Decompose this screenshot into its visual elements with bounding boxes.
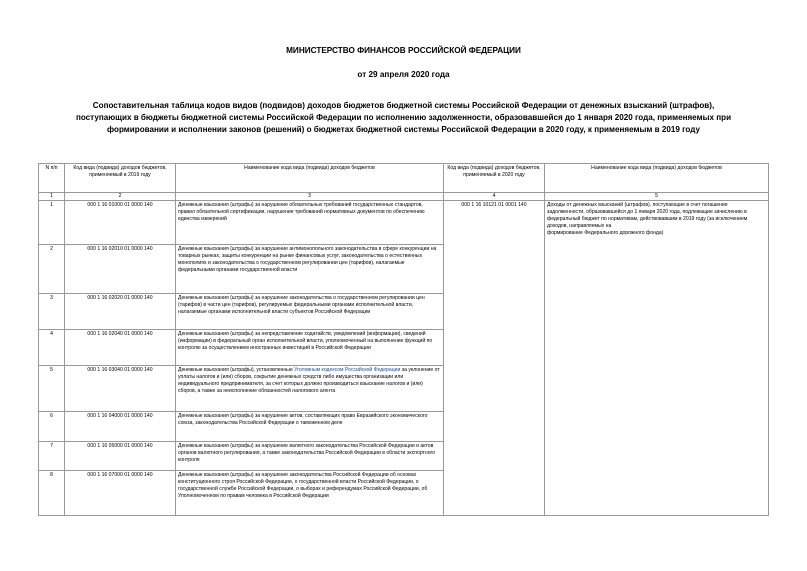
code-2019-cell: 000 1 16 03040 01 0000 140 [65, 366, 176, 412]
row-number: 7 [39, 442, 65, 471]
name-text: Денежные взыскания (штрафы), установленные [178, 367, 295, 373]
title-line: формировании и исполнении законов (решений) о бюджетах бюджетной системы Российской Федерации в 2020 году, к применяемым в 2019 году [107, 125, 700, 134]
name-2019-cell: Денежные взыскания (штрафы) за непредставление ходатайств, уведомлений (информации), сведений (информации) в федеральный орган исполнительной власти, уполномоченный на выполнение функций по контролю за осуществлением иностранных инвестиций в Российской Федерации [176, 330, 444, 366]
name-2019-cell: Денежные взыскания (штрафы) за нарушение обязательных требований государственных стандартов, правил обязательной сертификации, нарушение требований нормативных документов по обеспечению единства измерений [176, 201, 444, 245]
code-2019-cell: 000 1 16 02040 01 0000 140 [65, 330, 176, 366]
title-line: поступающих в бюджеты бюджетной системы Российской Федерации по исполнению задолженности, образовавшейся до 1 января 2020 года, применяемых при [75, 113, 732, 122]
code-2019-cell: 000 1 16 02010 01 0000 140 [65, 245, 176, 294]
name-2019-cell: Денежные взыскания (штрафы) за нарушение законодательства Российской Федерации об основах конституционного строя Российской Федерации, о государственной власти Российской Федерации, о государственной службе Российской Федерации, о выборах и референдумах Российской Федерации, об Уполномоченном по правам человека в Российской Федерации [176, 471, 444, 516]
code-2020-cell: 000 1 16 10121 01 0001 140 [444, 201, 545, 516]
column-number: 4 [444, 193, 545, 201]
column-header-number: N п/п [39, 164, 65, 193]
column-header-code-2019: Код вида (подвида) доходов бюджетов, применяемый в 2019 году [65, 164, 176, 193]
row-number: 4 [39, 330, 65, 366]
name-2019-cell: Денежные взыскания (штрафы) за нарушение антимонопольного законодательства в сфере конкуренции на товарных рынках, защиты конкуренции на рынке финансовых услуг, законодательства о естественных монополиях и законодательства о государственном регулировании цен (тарифов), налагаемые федеральными органами государственной власти [176, 245, 444, 294]
title-line: Сопоставительная таблица кодов видов (подвидов) доходов бюджетов бюджетной системы Российской Федерации от денежных взысканий (штрафов), [92, 101, 715, 110]
row-number: 1 [39, 201, 65, 245]
row-number: 8 [39, 471, 65, 516]
criminal-code-link[interactable]: Уголовным кодексом Российской Федерации [294, 367, 401, 373]
code-2019-cell: 000 1 16 07000 01 0000 140 [65, 471, 176, 516]
name-2019-cell [176, 366, 444, 412]
name-2020-text: Доходы от денежных взысканий (штрафов), поступающие в счет погашения задолженности, образовавшейся до 1 января 2020 года, подлежащие зачислению в федеральный бюджет по нормативам, действовавшим в 2019 году (за исключением доходов, направляемых на [547, 202, 748, 229]
name-text: за уклонение от уплаты налогов и (или) сборов, сокрытие денежных средств либо имущества организации или индивидуального предпринимателя, за счет которых должно производиться взыскание налогов и (или) сборов, а также за неисполнение обязанностей налогового агента [178, 367, 440, 394]
column-header-name-2019: Наименование кода вида (подвида) доходов бюджетов [176, 164, 444, 193]
column-number: 1 [39, 193, 65, 201]
name-2019-cell: Денежные взыскания (штрафы) за нарушение актов, составляющих право Евразийского экономического союза, законодательства Российской Федерации о таможенном деле [176, 412, 444, 442]
ministry-heading: МИНИСТЕРСТВО ФИНАНСОВ РОССИЙСКОЙ ФЕДЕРАЦИИ [286, 46, 521, 55]
comparison-table [38, 163, 769, 516]
name-2019-cell: Денежные взыскания (штрафы) за нарушение валютного законодательства Российской Федерации и актов органов валютного регулирования, а также законодательства Российской Федерации в области экспортного контроля [176, 442, 444, 471]
row-number: 5 [39, 366, 65, 412]
document-date: от 29 апреля 2020 года [357, 70, 450, 79]
code-2019-cell: 000 1 16 01000 01 0000 140 [65, 201, 176, 245]
row-number: 6 [39, 412, 65, 442]
document-title [30, 100, 777, 136]
table-header-row [39, 164, 769, 193]
column-number: 5 [545, 193, 769, 201]
name-2019-cell: Денежные взыскания (штрафы) за нарушение законодательства о государственном регулировании цен (тарифов) в части цен (тарифов), регулируемых федеральными органами исполнительной власти, налагаемые органами исполнительной власти субъектов Российской Федерации [176, 294, 444, 330]
column-number: 3 [176, 193, 444, 201]
row-number: 3 [39, 294, 65, 330]
code-2019-cell: 000 1 16 05000 01 0000 140 [65, 442, 176, 471]
column-header-code-2020: Код вида (подвида) доходов бюджетов, применяемый в 2020 году [444, 164, 545, 193]
code-2019-cell: 000 1 16 04000 01 0000 140 [65, 412, 176, 442]
table-row [39, 201, 769, 245]
column-header-name-2020: Наименование кода вида (подвида) доходов бюджетов [545, 164, 769, 193]
row-number: 2 [39, 245, 65, 294]
name-2020-cell [545, 201, 769, 516]
column-number: 2 [65, 193, 176, 201]
name-2020-text: формирование Федерального дорожного фонда) [547, 230, 664, 236]
code-2019-cell: 000 1 16 02020 01 0000 140 [65, 294, 176, 330]
column-number-row [39, 193, 769, 201]
